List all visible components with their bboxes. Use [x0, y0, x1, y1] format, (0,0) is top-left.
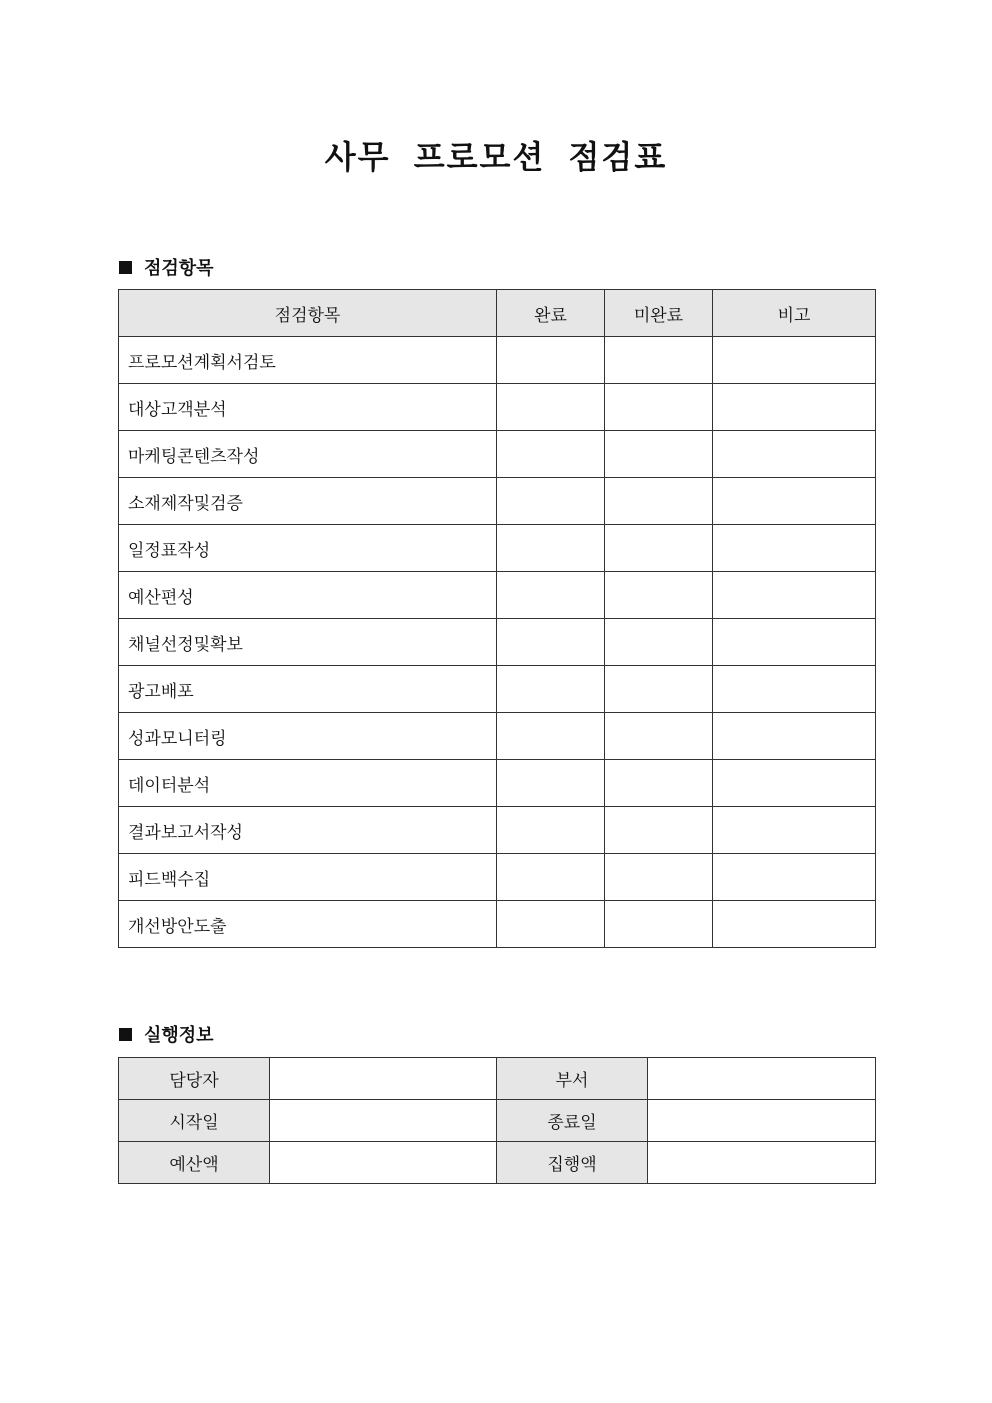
checklist-item-label: 프로모션계획서검토	[119, 337, 497, 384]
document-title: 사무 프로모션 점검표	[324, 138, 668, 176]
checklist-row	[119, 760, 876, 807]
not-done-check-cell[interactable]	[605, 760, 713, 807]
checklist-item-label: 예산편성	[119, 572, 497, 619]
not-done-check-cell[interactable]	[605, 854, 713, 901]
done-check-cell[interactable]	[497, 478, 605, 525]
checklist-item-label: 피드백수집	[119, 854, 497, 901]
checklist-item-label: 개선방안도출	[119, 901, 497, 948]
done-check-cell[interactable]	[497, 807, 605, 854]
checklist-row	[119, 337, 876, 384]
checklist-item-label: 결과보고서작성	[119, 807, 497, 854]
not-done-check-cell[interactable]	[605, 713, 713, 760]
done-check-cell[interactable]	[497, 572, 605, 619]
done-check-cell[interactable]	[497, 337, 605, 384]
execution-heading-text: 실행정보	[144, 1025, 214, 1046]
remarks-cell[interactable]	[713, 431, 876, 478]
not-done-check-cell[interactable]	[605, 619, 713, 666]
checklist-item-label: 일정표작성	[119, 525, 497, 572]
not-done-check-cell[interactable]	[605, 666, 713, 713]
checklist-row	[119, 901, 876, 948]
not-done-check-cell[interactable]	[605, 478, 713, 525]
checklist-row	[119, 807, 876, 854]
left-value-field[interactable]	[270, 1142, 497, 1184]
left-value-field[interactable]	[270, 1058, 497, 1100]
done-check-cell[interactable]	[497, 713, 605, 760]
checklist-row	[119, 713, 876, 760]
not-done-check-cell[interactable]	[605, 901, 713, 948]
header-not-done: 미완료	[605, 290, 713, 337]
checklist-item-label: 광고배포	[119, 666, 497, 713]
done-check-cell[interactable]	[497, 760, 605, 807]
not-done-check-cell[interactable]	[605, 337, 713, 384]
checklist-row	[119, 478, 876, 525]
done-check-cell[interactable]	[497, 384, 605, 431]
checklist-item-label: 데이터분석	[119, 760, 497, 807]
done-check-cell[interactable]	[497, 431, 605, 478]
right-value-field[interactable]	[648, 1058, 876, 1100]
not-done-check-cell[interactable]	[605, 525, 713, 572]
remarks-cell[interactable]	[713, 478, 876, 525]
left-label: 시작일	[119, 1100, 270, 1142]
checklist-item-label: 대상고객분석	[119, 384, 497, 431]
checklist-heading-text: 점검항목	[144, 258, 214, 279]
done-check-cell[interactable]	[497, 854, 605, 901]
execution-section-heading	[119, 1021, 214, 1047]
checklist-item-label: 채널선정및확보	[119, 619, 497, 666]
execution-info-row	[119, 1142, 876, 1184]
remarks-cell[interactable]	[713, 901, 876, 948]
remarks-cell[interactable]	[713, 760, 876, 807]
remarks-cell[interactable]	[713, 713, 876, 760]
execution-info-table	[118, 1057, 876, 1184]
not-done-check-cell[interactable]	[605, 807, 713, 854]
header-item: 점검항목	[119, 290, 497, 337]
checklist-section-heading	[119, 254, 214, 280]
remarks-cell[interactable]	[713, 807, 876, 854]
not-done-check-cell[interactable]	[605, 431, 713, 478]
left-label: 담당자	[119, 1058, 270, 1100]
checklist-row	[119, 666, 876, 713]
remarks-cell[interactable]	[713, 337, 876, 384]
done-check-cell[interactable]	[497, 619, 605, 666]
checklist-row	[119, 525, 876, 572]
remarks-cell[interactable]	[713, 854, 876, 901]
checklist-header-row	[119, 290, 876, 337]
checklist-row	[119, 854, 876, 901]
checklist-item-label: 소재제작및검증	[119, 478, 497, 525]
right-label: 종료일	[497, 1100, 648, 1142]
left-value-field[interactable]	[270, 1100, 497, 1142]
remarks-cell[interactable]	[713, 619, 876, 666]
not-done-check-cell[interactable]	[605, 572, 713, 619]
header-remarks: 비고	[713, 290, 876, 337]
remarks-cell[interactable]	[713, 666, 876, 713]
checklist-row	[119, 619, 876, 666]
not-done-check-cell[interactable]	[605, 384, 713, 431]
execution-info-row	[119, 1100, 876, 1142]
done-check-cell[interactable]	[497, 666, 605, 713]
done-check-cell[interactable]	[497, 901, 605, 948]
square-bullet-icon	[119, 1028, 132, 1041]
left-label: 예산액	[119, 1142, 270, 1184]
right-value-field[interactable]	[648, 1100, 876, 1142]
execution-info-row	[119, 1058, 876, 1100]
header-done: 완료	[497, 290, 605, 337]
checklist-table	[118, 289, 876, 948]
checklist-item-label: 성과모니터링	[119, 713, 497, 760]
checklist-row	[119, 384, 876, 431]
remarks-cell[interactable]	[713, 572, 876, 619]
remarks-cell[interactable]	[713, 384, 876, 431]
done-check-cell[interactable]	[497, 525, 605, 572]
checklist-row	[119, 572, 876, 619]
remarks-cell[interactable]	[713, 525, 876, 572]
checklist-row	[119, 431, 876, 478]
right-label: 부서	[497, 1058, 648, 1100]
square-bullet-icon	[119, 261, 132, 274]
right-value-field[interactable]	[648, 1142, 876, 1184]
checklist-item-label: 마케팅콘텐츠작성	[119, 431, 497, 478]
right-label: 집행액	[497, 1142, 648, 1184]
